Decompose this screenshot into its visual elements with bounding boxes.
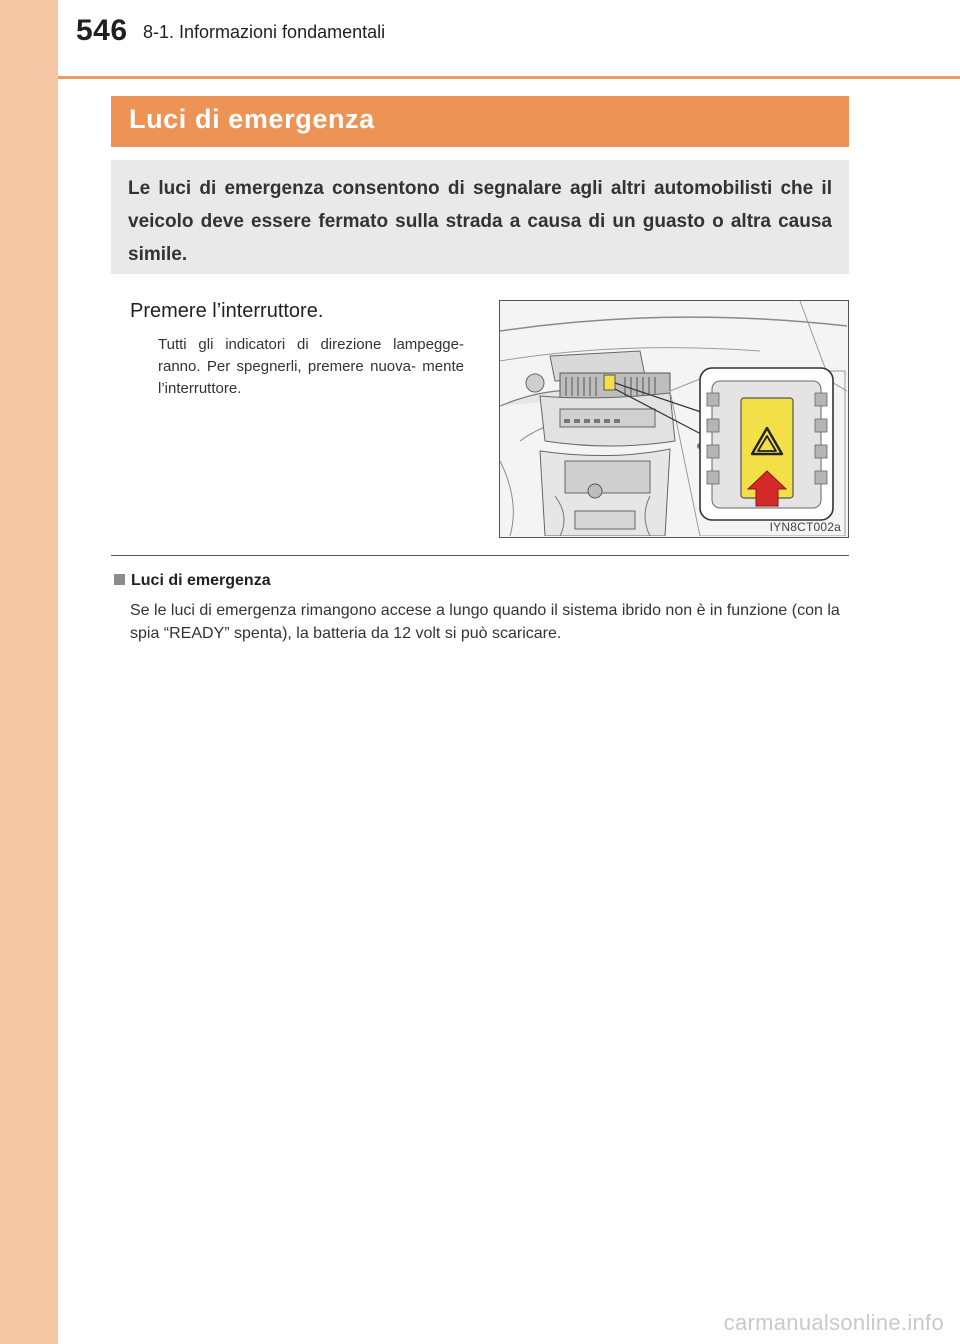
square-bullet-icon xyxy=(114,574,125,585)
intro-box xyxy=(111,160,849,274)
note-heading-text: Luci di emergenza xyxy=(131,572,271,589)
page-number: 546 xyxy=(76,14,128,47)
figure-code: IYN8CT002a xyxy=(769,520,841,534)
side-tab-strip xyxy=(0,0,58,1344)
dashboard-drawing xyxy=(500,301,847,536)
intro-text: Le luci di emergenza consentono di segnalare agli altri automobilisti che il veicolo deve essere fermato sulla strada a causa di un guasto o altra causa simile. xyxy=(128,178,832,265)
section-divider xyxy=(111,555,849,556)
title-bar xyxy=(111,96,849,147)
dashboard-illustration xyxy=(499,300,849,538)
note-heading xyxy=(114,572,271,590)
header-rule xyxy=(58,76,960,79)
note-body: Se le luci di emergenza rimangono accese a lungo quando il sistema ibrido non è in funzione (con la spia “READY” spenta), la batteria da 12 volt si può scaricare. xyxy=(130,602,840,642)
step-description: Tutti gli indicatori di direzione lampegge- ranno. Per spegnerli, premere nuova- mente l’interruttore. xyxy=(158,336,464,397)
page-title: Luci di emergenza xyxy=(129,104,375,134)
watermark: carmanualsonline.info xyxy=(723,1310,944,1335)
section-label: 8-1. Informazioni fondamentali xyxy=(143,22,386,42)
step-title: Premere l’interruttore. xyxy=(130,300,324,322)
